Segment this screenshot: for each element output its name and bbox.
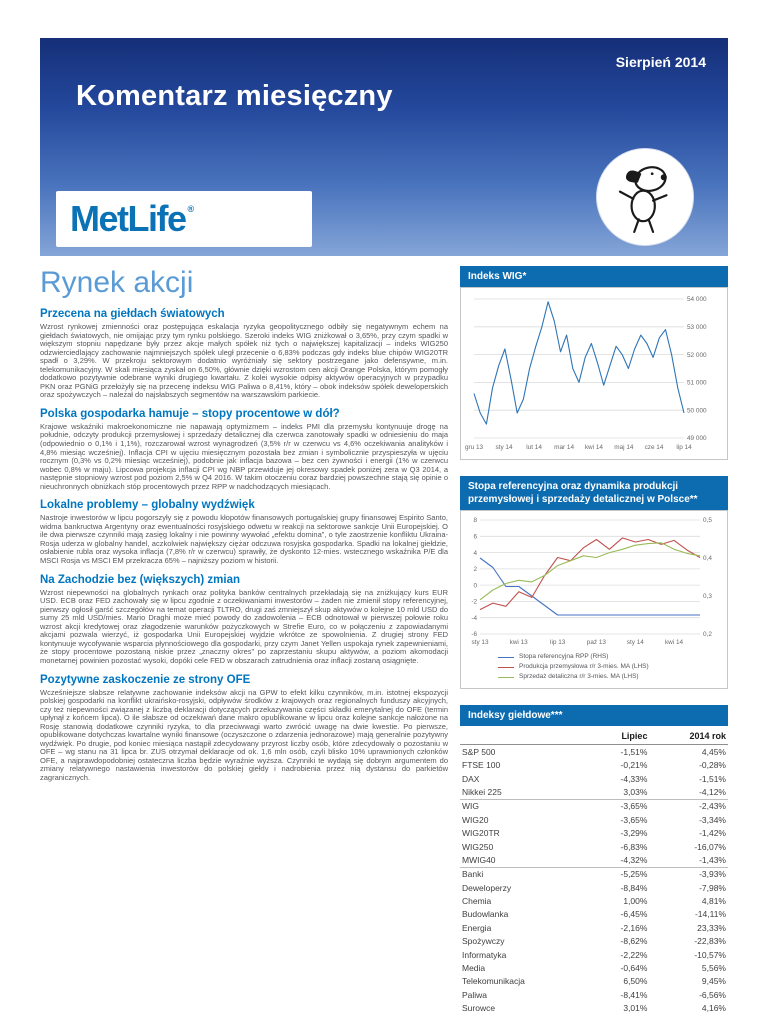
ytd-return-cell: -3,34% [699,814,726,825]
svg-text:4: 4 [473,549,477,557]
section-local-problems [40,499,448,565]
section-world-markets [40,308,448,400]
index-name-cell: Surowce [462,1003,496,1013]
table-row [460,961,728,974]
ytd-return-cell: -1,51% [699,773,726,784]
table-row [460,881,728,894]
svg-text:paź 13: paź 13 [586,639,607,646]
macro-chart-box [460,510,728,689]
july-return-cell: -6,45% [620,909,648,920]
index-name-cell: Spożywczy [462,936,505,947]
section-body: Wzrost niepewności na globalnych rynkach oraz polityka banków centralnych przekładają się na zniżkujący kurs EUR USD. ECB oraz FED zachowały się w lipcu zgodnie z oczekiwaniami inwestorów – żaden nie zmienił stopy referencyjnej, pierwszy ogłosił garść szczegółów na temat operacji TLTRO, drugi zaś zmniejszył skup aktywów o kolejne 10 mld USD do sumy 25 mld USD/mies. Mario Draghi może mieć powody do zadowolenia – ECB odnotował w pierwszej połowie roku wzrost akcji kredytowej oraz złagodzenie warunków pożyczkowych w Strefie Euro, co w połączeniu z zapowiadanymi akcjami pozwala wierzyć, iż gospodarka Unii Europejskiej wyjdzie wkrótce ze spowolnienia. Z drugiej strony FED kontynuuje wycofywanie wsparcia płynnościowego dla gospodarki, przy czym Janet Yellen uspokaja rynek zapewnieniami, że stopy procentowe pozostaną niskie przez „znaczny okres” po zaprzestaniu skupu aktywów, a poziom akomodacji monetarnej powinien pozostać wysoki, dopóki cele FED w obszarach zatrudnienia oraz inflacji zostaną osiągnięte. [40,587,448,665]
table-row [460,934,728,947]
index-name-cell: Paliwa [462,989,488,1000]
column-header-name [460,728,590,745]
index-name-cell: Deweloperzy [462,882,512,893]
index-name-cell: Media [462,962,486,973]
svg-text:50 000: 50 000 [687,407,707,415]
legend-line-swatch [498,667,514,668]
index-name-cell: WIG20 [462,814,489,825]
legend-item [498,662,718,672]
snoopy-drawing [602,154,688,240]
july-return-cell: -1,51% [620,746,648,757]
table-row [460,799,728,813]
july-return-cell: 3,03% [623,787,648,797]
july-return-cell: -8,84% [620,882,648,893]
svg-text:mar 14: mar 14 [554,444,575,451]
ytd-return-cell: 4,81% [701,896,726,906]
macro-chart [464,514,724,651]
table-row [460,785,728,799]
issue-date: Sierpień 2014 [615,54,706,70]
svg-text:sty 14: sty 14 [626,639,644,646]
ytd-return-cell: -7,98% [699,882,726,893]
main-column [40,266,448,788]
sidebar-column [460,266,728,1031]
july-return-cell: -4,32% [620,854,648,865]
section-body: Wcześniejsze słabsze relatywne zachowanie indeksów akcji na GPW to efekt kilku czynników, m.in. istotnej ekspozycji polskiej gospodarki na konflikt ukraińsko-rosyjski, odpływów środków z krajowych oraz regionalnych funduszy akcyjnych, czy też niepewności związanej z liczbą deklaracji dotyczących przekazywania części składki emerytalnej do OFE (termin upłynął z końcem lipca). O ile słabsze od oczekiwań dane makro opublikowane w lipcu oraz kolejne sankcje nałożone na Rosję stanowią dodatkowe czynniki ryzyka, to dla przeciwwagi warto zwrócić uwagę na dwie kwestie. Po pierwsze, opublikowane dotychczas kwartalne wyniki finansowe (oczyszczone o zdarzenia jednorazowe) mają generalnie pozytywny wydźwięk. Po drugie, pod koniec miesiąca nastąpił zdecydowany przyrost liczby osób, które zdecydowały o pozostaniu w OFE – wg stanu na 31 lipca br. ZUS otrzymał deklaracje od ok. 1,6 mln osób, czyli blisko 10% uprawnionych członków OFE, a najprawdopodobniej ostateczna liczba będzie wyraźnie wyższa. Czynniki te wydają się dobrym argumentem do zmiany relatywnego nastawienia inwestorów do polskiej giełdy i nadrobienia przez nią dystansu do parkietów zagranicznych. [40,687,448,782]
table-row [460,826,728,839]
indices-panel-title: Indeksy giełdowe*** [460,705,728,726]
legend-item [498,652,718,662]
svg-text:-2: -2 [471,598,477,606]
svg-text:kwi 14: kwi 14 [584,444,603,451]
ytd-return-cell: -3,93% [649,867,728,881]
svg-text:-6: -6 [471,631,477,639]
section-ofe-surprise [40,674,448,783]
legend-line-swatch [498,657,514,658]
legend-line-swatch [498,677,514,678]
index-name-cell: Telekomunikacja [462,976,525,987]
ytd-return-cell: -0,28% [699,760,726,771]
svg-text:0,4: 0,4 [703,555,712,563]
svg-text:gru 13: gru 13 [464,444,484,451]
july-return-cell: 6,50% [623,976,648,987]
july-return-cell: 1,00% [623,896,648,906]
july-return-cell: -3,29% [620,828,648,839]
svg-text:2: 2 [473,566,477,574]
svg-text:sty 14: sty 14 [495,444,513,451]
section-body: Nastroje inwestorów w lipcu pogorszyły się z powodu kłopotów finansowych portugalskiej grupy finansowej Espirito Santo, widma bankructwa Argentyny oraz ewentualności rosyjskiego odwetu w reakcji na sektorowe sankcje Unii Europejskiej. O ile dwa pierwsze czynniki mają zasięg lokalny i nie powinny wywołać „efektu domina”, o tyle zaostrzenie konfliktu Ukraina-Rosja uderza w globalny handel, aczkolwiek największy ciężar odczuwa rosyjska gospodarka. Spadki na lokalnej giełdzie, osłabienie rubla oraz wysoka inflacja (7,8% r/r w czerwcu) sprawiły, że dyskonto 12-mies. wstecznego wskaźnika P/E dla MSCI Rosja vs MSCI EM przekracza 65% – najniższy poziom w historii. [40,513,448,566]
macro-panel-title: Stopa referencyjna oraz dynamika produkcji przemysłowej i sprzedaży detalicznej w Polsce** [460,476,728,510]
ytd-return-cell: 23,33% [697,922,726,933]
indices-panel [460,705,728,1015]
index-name-cell: WIG [460,799,590,813]
newsletter-title: Komentarz miesięczny [76,80,393,112]
svg-text:49 000: 49 000 [687,435,707,443]
svg-text:0,2: 0,2 [703,631,712,639]
table-row [460,840,728,853]
ytd-return-cell: -1,43% [699,854,726,865]
svg-text:6: 6 [473,533,477,541]
ytd-return-cell: -10,57% [694,949,726,960]
svg-text:0,3: 0,3 [703,593,712,601]
section-heading: Na Zachodzie bez (większych) zmian [40,573,241,586]
svg-text:lip 14: lip 14 [676,444,692,451]
ytd-return-cell: -22,83% [694,936,726,947]
index-name-cell: Banki [460,867,590,881]
july-return-cell: -3,65% [590,799,650,813]
svg-text:0,5: 0,5 [703,517,712,525]
section-heading: Pozytywne zaskoczenie ze strony OFE [40,673,251,686]
macro-panel [460,476,728,689]
july-return-cell: -0,21% [620,760,648,771]
legend-label: Stopa referencyjna RPP (RHS) [519,653,609,660]
wig-chart-box [460,287,728,460]
table-row [460,1001,728,1014]
table-row [460,772,728,785]
table-row [460,988,728,1001]
indices-table-body [460,745,728,1015]
svg-text:kwi 13: kwi 13 [509,639,528,646]
ytd-return-cell: -6,56% [699,989,726,1000]
table-row [460,894,728,907]
legend-label: Sprzedaż detaliczna r/r 3-mies. MA (LHS) [519,673,639,681]
index-name-cell: Budowlanka [462,909,509,920]
table-row [460,921,728,934]
svg-text:sty 13: sty 13 [471,639,489,646]
ytd-return-cell: 4,16% [701,1003,726,1013]
svg-text:51 000: 51 000 [687,379,707,387]
svg-text:lut 14: lut 14 [526,444,542,451]
svg-text:kwi 14: kwi 14 [664,639,684,646]
ytd-return-cell: -16,07% [694,841,726,852]
svg-text:54 000: 54 000 [687,296,707,304]
svg-text:-4: -4 [471,614,477,622]
column-header-july: Lipiec [590,728,650,745]
section-polish-economy [40,408,448,491]
ytd-return-cell: -4,12% [699,787,726,797]
index-name-cell: DAX [462,773,480,784]
table-row [460,908,728,921]
wig-chart [464,291,724,456]
index-name-cell: Chemia [462,896,492,906]
ytd-return-cell: -2,43% [649,799,728,813]
july-return-cell: -5,25% [590,867,650,881]
svg-text:lip 13: lip 13 [550,639,566,646]
section-heading: Lokalne problemy – globalny wydźwięk [40,499,255,512]
svg-text:53 000: 53 000 [687,324,707,331]
macro-chart-legend [464,651,724,685]
indices-table [460,728,728,1015]
table-row [460,759,728,772]
svg-text:8: 8 [473,517,477,525]
metlife-logo [56,191,312,247]
ytd-return-cell: 5,56% [701,962,726,973]
ytd-return-cell: 9,45% [701,976,726,987]
section-body: Krajowe wskaźniki makroekonomiczne nie napawają optymizmem – indeks PMI dla przemysłu kontynuuje drogę na południe, odczyty produkcji przemysłowej i sprzedaży detalicznej dla czerwca zanotowały spadki w odniesieniu do maja (odpowiednio o 0,1% i 1,1%), rozczarował wzrost wynagrodzeń (3,5% r/r w czerwcu vs 4,6% oczekiwania analityków i 4,8% miesiąc wcześniej). Inflacja CPI w ujęciu miesięcznym pozostała bez zmian i symbolicznie przyspieszyła w ujęciu rocznym (0,3% vs 0,2% miesiąc wcześniej), podobnie jak inflacja bazowa – bez cen żywności i energii (1% w czerwcu wobec 0,8% w maju). Lipcowa projekcja inflacji CPI wg NBP przewiduje jej okresowy spadek poniżej zera w Q3 2014, a następnie stopniowy wzrost pod poziom 2,5% w Q4 2016. W takim otoczeniu coraz bardziej powszechne stają się opinie o nieuchronnych obniżkach stóp procentowych przez RPP w nadchodzących miesiącach. [40,421,448,491]
page-title: Rynek akcji [40,266,194,299]
legend-label: Produkcja przemysłowa r/r 3-mies. MA (LHS) [519,663,649,671]
section-western-markets [40,574,448,666]
index-name-cell: FTSE 100 [462,760,501,771]
index-name-cell: S&P 500 [462,746,496,757]
indices-table-header [460,728,728,745]
index-name-cell: MWIG40 [462,854,496,865]
index-name-cell: WIG250 [462,841,494,852]
table-row [460,867,728,881]
index-name-cell: Informatyka [462,949,507,960]
july-return-cell: -2,16% [620,922,648,933]
wig-panel-title: Indeks WIG* [460,266,728,287]
section-heading: Przecena na giełdach światowych [40,308,225,320]
section-heading: Polska gospodarka hamuje – stopy procentowe w dół? [40,407,340,420]
table-row [460,948,728,961]
header-banner [40,38,728,256]
snoopy-illustration [596,148,694,246]
index-name-cell: Energia [462,922,492,933]
ytd-return-cell: 4,45% [701,746,726,757]
july-return-cell: -6,83% [620,841,648,852]
wig-index-panel [460,266,728,460]
table-row [460,975,728,988]
section-body: Wzrost rynkowej zmienności oraz postępująca eskalacja ryzyka geopolitycznego odbiły się negatywnym echem na giełdach światowych, nie omijając przy tym rynku polskiego. Szeroki indeks WIG zniżkował o 3,65%, przy czym spadki w większym stopniu napędzane były przez akcje małych spółek niż tych o największej kapitalizacji – indeks WIG250 odzwierciedlający zachowanie najmniejszych spółek uległ przecenie o 6,83% podczas gdy indeks blue chipów WIG20TR spadł o 3,29%. W przekroju sektorowym dodatnio wyróżniały się sektory postrzegane jako defensywne, m.in. telekomunikacyjny. W skali miesiąca zyskał on 6,50%, głównie dzięki wzrostom cen akcji Orange Polska, którym pomogły dodatkowo pozytywnie odebrane wyniki drugiego kwartału. Z kolei wysokie odpisy aktywów operacyjnych w przypadku PKN oraz PGNiG przełożyły się na przecenę indeksu WIG Paliwa o 8,41%, który – obok indeksów spółek deweloperskich oraz spożywczych – należał do najsłabszych segmentów na warszawskim parkiecie. [40,322,448,400]
index-name-cell: WIG20TR [462,828,500,839]
july-return-cell: -2,22% [620,949,648,960]
july-return-cell: -3,65% [620,814,648,825]
table-row [460,853,728,867]
svg-text:maj 14: maj 14 [614,444,634,451]
ytd-return-cell: -14,11% [694,909,726,920]
svg-text:0: 0 [473,582,477,590]
column-header-ytd: 2014 rok [649,728,728,745]
table-row [460,813,728,826]
july-return-cell: -8,62% [620,936,648,947]
registered-trademark-symbol: ® [187,204,193,214]
index-name-cell: Nikkei 225 [462,787,502,797]
metlife-wordmark: MetLife ® [70,198,193,239]
legend-item [498,672,718,682]
july-return-cell: 3,01% [623,1003,648,1013]
table-row [460,745,728,759]
july-return-cell: -8,41% [620,989,648,1000]
july-return-cell: -0,64% [620,962,648,973]
july-return-cell: -4,33% [620,773,648,784]
svg-text:cze 14: cze 14 [644,444,664,451]
ytd-return-cell: -1,42% [699,828,726,839]
svg-text:52 000: 52 000 [687,351,707,359]
